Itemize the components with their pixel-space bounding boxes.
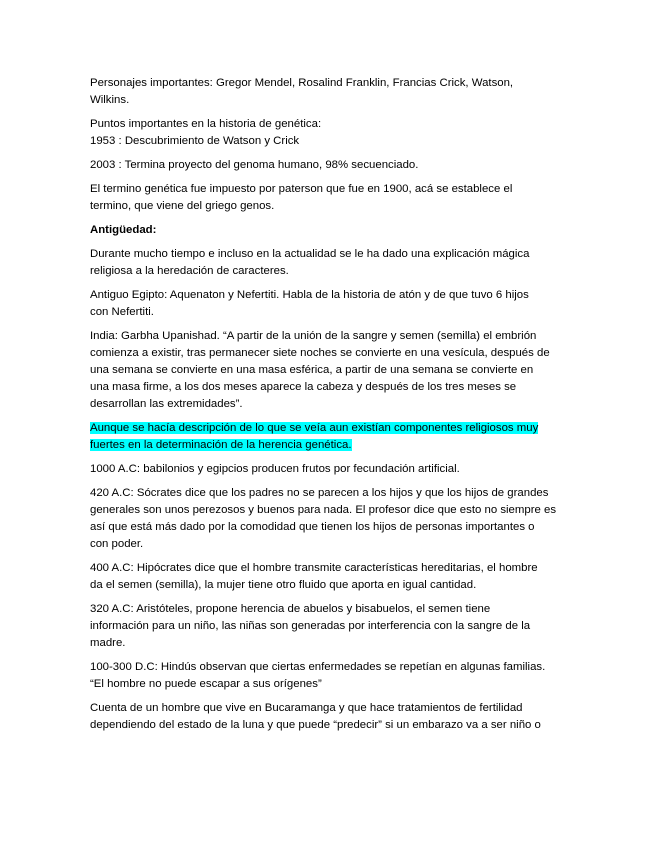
text-line: [90, 717, 566, 734]
paragraph: [90, 659, 566, 693]
highlighted-text: fuertes en la determinación de la herencia genética.: [90, 439, 352, 451]
text-line: [90, 485, 566, 502]
text-line: [90, 92, 566, 109]
paragraph: [90, 157, 566, 174]
paragraph: [90, 485, 566, 553]
line-text: 320 A.C: Aristóteles, propone herencia de abuelos y bisabuelos, el semen tiene: [90, 603, 491, 615]
paragraph: [90, 328, 566, 413]
text-line: [90, 362, 566, 379]
line-text: religiosa a la heredación de caracteres.: [90, 265, 289, 277]
text-line: [90, 519, 566, 536]
line-text: con Nefertiti.: [90, 306, 154, 318]
line-text: Cuenta de un hombre que vive en Bucaramanga y que hace tratamientos de fertilidad: [90, 702, 523, 714]
line-text: India: Garbha Upanishad. “A partir de la unión de la sangre y semen (semilla) el embrión: [90, 330, 537, 342]
text-line: [90, 700, 566, 717]
text-line: [90, 304, 566, 321]
line-text: Antigüedad:: [90, 224, 157, 236]
text-line: [90, 396, 566, 413]
line-text: una semana se convierte en una masa esférica, a partir de una semana se convierte en: [90, 364, 534, 376]
text-line: [90, 133, 566, 150]
text-line: [90, 461, 566, 478]
text-line: [90, 181, 566, 198]
text-line: [90, 676, 566, 693]
text-line: [90, 198, 566, 215]
line-text: da el semen (semilla), la mujer tiene otro fluido que aporta en igual cantidad.: [90, 579, 477, 591]
line-text: El termino genética fue impuesto por paterson que fue en 1900, acá se establece el: [90, 183, 513, 195]
text-line: [90, 287, 566, 304]
text-line: [90, 601, 566, 618]
paragraph: [90, 700, 566, 734]
text-line: [90, 222, 566, 239]
line-text: comienza a existir, tras permanecer siete noches se convierte en una vesícula, después de: [90, 347, 550, 359]
line-text: Durante mucho tiempo e incluso en la actualidad se le ha dado una explicación mágica: [90, 248, 530, 260]
line-text: 1953 : Descubrimiento de Watson y Crick: [90, 135, 300, 147]
line-text: 2003 : Termina proyecto del genoma humano, 98% secuenciado.: [90, 159, 419, 171]
text-line: [90, 246, 566, 263]
text-line: [90, 635, 566, 652]
text-line: [90, 536, 566, 553]
text-line: [90, 116, 566, 133]
highlighted-paragraph: [90, 420, 566, 454]
text-line: [90, 263, 566, 280]
text-line: [90, 502, 566, 519]
paragraph: [90, 461, 566, 478]
text-line: [90, 420, 566, 437]
line-text: 1000 A.C: babilonios y egipcios producen frutos por fecundación artificial.: [90, 463, 460, 475]
text-line: [90, 328, 566, 345]
text-line: [90, 345, 566, 362]
line-text: termino, que viene del griego genos.: [90, 200, 275, 212]
text-line: [90, 659, 566, 676]
text-line: [90, 437, 566, 454]
document-body: [90, 75, 566, 741]
paragraph: [90, 560, 566, 594]
text-line: [90, 577, 566, 594]
line-text: 420 A.C: Sócrates dice que los padres no se parecen a los hijos y que los hijos de grandes: [90, 487, 549, 499]
line-text: Personajes importantes: Gregor Mendel, Rosalind Franklin, Francias Crick, Watson,: [90, 77, 514, 89]
section-heading: [90, 222, 566, 239]
highlighted-text: Aunque se hacía descripción de lo que se veía aun existían componentes religiosos muy: [90, 422, 539, 434]
line-text: dependiendo del estado de la luna y que puede “predecir” si un embarazo va a ser niño o: [90, 719, 541, 731]
paragraph: [90, 601, 566, 652]
paragraph: [90, 181, 566, 215]
line-text: una masa firme, a los dos meses aparece la cabeza y después de los tres meses se: [90, 381, 517, 393]
text-line: [90, 75, 566, 92]
text-line: [90, 379, 566, 396]
line-text: desarrollan las extremidades”.: [90, 398, 243, 410]
paragraph: [90, 75, 566, 109]
line-text: “El hombre no puede escapar a sus orígenes”: [90, 678, 322, 690]
line-text: con poder.: [90, 538, 144, 550]
line-text: Antiguo Egipto: Aquenaton y Nefertiti. Habla de la historia de atón y de que tuvo 6 hijos: [90, 289, 529, 301]
line-text: información para un niño, las niñas son generadas por interferencia con la sangre de la: [90, 620, 531, 632]
line-text: madre.: [90, 637, 126, 649]
line-text: 100-300 D.C: Hindús observan que ciertas enfermedades se repetían en algunas familias.: [90, 661, 546, 673]
text-line: [90, 618, 566, 635]
text-line: [90, 560, 566, 577]
line-text: así que está más dado por la comodidad que tienen los hijos de personas importantes o: [90, 521, 535, 533]
line-text: 400 A.C: Hipócrates dice que el hombre transmite características hereditarias, el hombre: [90, 562, 538, 574]
line-text: Wilkins.: [90, 94, 130, 106]
line-text: generales son unos perezosos y buenos para nada. El profesor dice que esto no siempre es: [90, 504, 557, 516]
paragraph: [90, 246, 566, 280]
paragraph: [90, 116, 566, 150]
paragraph: [90, 287, 566, 321]
text-line: [90, 157, 566, 174]
line-text: Puntos importantes en la historia de genética:: [90, 118, 322, 130]
